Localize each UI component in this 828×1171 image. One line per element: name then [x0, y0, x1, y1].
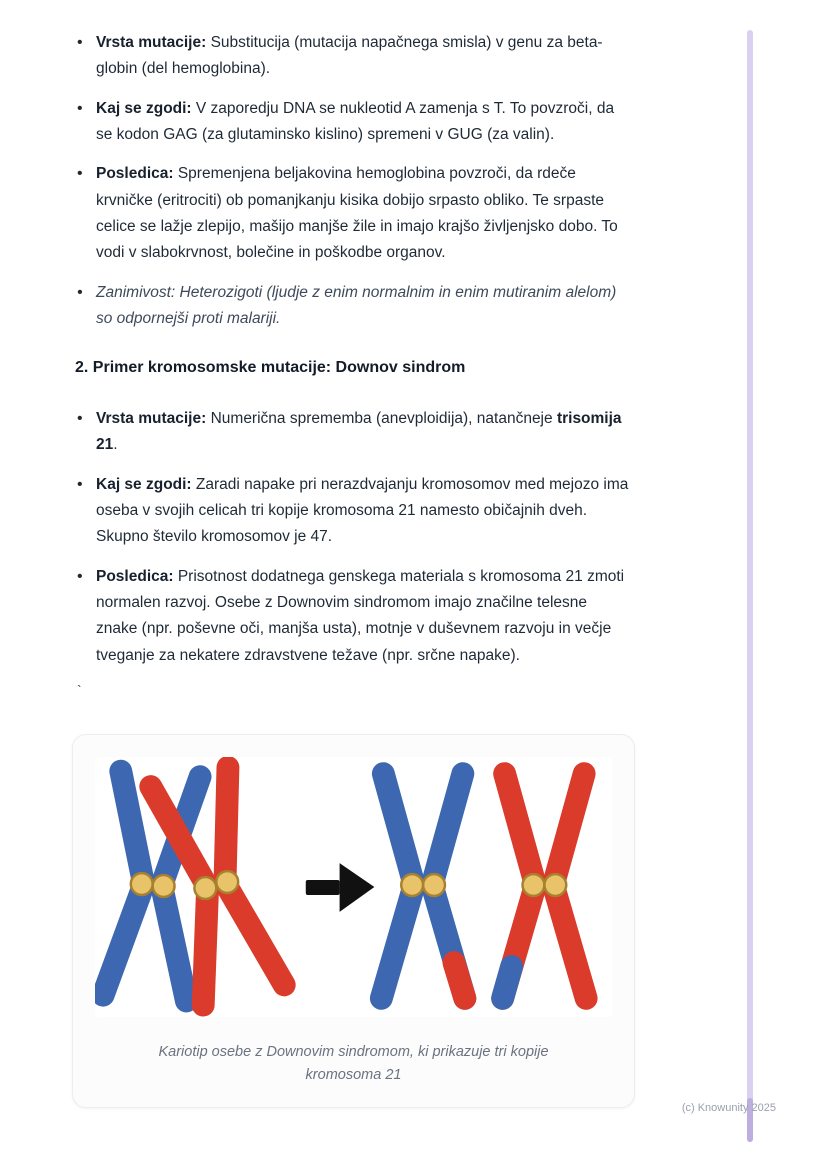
list-item-vrsta-mutacije	[75, 406, 631, 459]
arrow-right-icon	[306, 863, 375, 912]
chromosome-figure-card	[72, 734, 635, 1108]
bullet-tail: .	[113, 436, 118, 454]
figure-caption: Kariotip osebe z Downovim sindromom, ki prikazuje tri kopije kromosoma 21	[158, 1043, 549, 1084]
list-item-kaj-se-zgodi	[75, 96, 631, 149]
bullet-text: Zaradi napake pri nerazdvajanju kromosomov med mejozo ima oseba v svojih celicah tri kopije kromosoma 21 namesto običajnih dveh. Skupno število kromosomov je 47.	[96, 475, 629, 546]
bullet-text: Substitucija (mutacija napačnega smisla) v genu za beta-globin (del hemoglobina).	[96, 34, 603, 78]
bullet-label: Posledica:	[96, 567, 174, 585]
chromosome-mutation-list	[75, 406, 631, 669]
list-item-posledica	[75, 161, 631, 266]
stray-character: `	[77, 681, 82, 698]
bullet-text: Numerična sprememba (anevploidija), natančneje	[206, 409, 557, 427]
scrollbar-track[interactable]	[747, 30, 753, 1142]
bullet-text: Spremenjena beljakovina hemoglobina povzroči, da rdeče krvničke (eritrociti) ob pomanjkanju kisika dobijo srpasto obliko. Te srpaste celice se lažje zlepijo, mašijo manjše žile in imajo krajšo življenjsko dobo. To vodi v slabokrvnost, bolečine in poškodbe organov.	[96, 165, 618, 262]
bullet-bold-term: trisomija 21	[96, 409, 622, 454]
bullet-text: V zaporedju DNA se nukleotid A zamenja s T. To povzroči, da se kodon GAG (za glutaminsko kislino) spremeni v GUG (za valin).	[96, 99, 615, 144]
bullet-text-italic: Zanimivost: Heterozigoti (ljudje z enim normalnim in enim mutiranim alelom) so odpornejši proti malariji.	[96, 283, 617, 328]
crossing-over-diagram	[95, 757, 612, 1017]
list-item-posledica	[75, 564, 631, 669]
bullet-label: Kaj se zgodi:	[96, 475, 192, 493]
list-item-kaj-se-zgodi	[75, 472, 631, 551]
bullet-text: Prisotnost dodatnega genskega materiala s kromosoma 21 zmoti normalen razvoj. Osebe z Downovim sindromom imajo značilne telesne znake (npr. poševne oči, manjša usta), motnje v duševnem razvoju in večje tveganje za nekatere zdravstvene težave (npr. srčne napake).	[96, 567, 625, 664]
red-segment-tip	[454, 962, 465, 998]
list-item-vrsta-mutacije	[75, 30, 631, 83]
gene-mutation-list	[75, 30, 631, 332]
bullet-label: Vrsta mutacije:	[96, 34, 207, 51]
list-item-zanimivost	[75, 280, 631, 333]
bullet-label: Kaj se zgodi:	[96, 99, 192, 117]
bullet-label: Posledica:	[96, 165, 174, 183]
copyright-footer: (c) Knowunity 2025	[681, 1102, 776, 1114]
document-content	[75, 30, 631, 1108]
bullet-label: Vrsta mutacije:	[96, 409, 207, 427]
heading-chromosomal-mutation: 2. Primer kromosomske mutacije: Downov sindrom	[75, 359, 466, 377]
blue-segment-tip	[503, 966, 512, 998]
chromosome-illustration	[95, 757, 612, 1017]
